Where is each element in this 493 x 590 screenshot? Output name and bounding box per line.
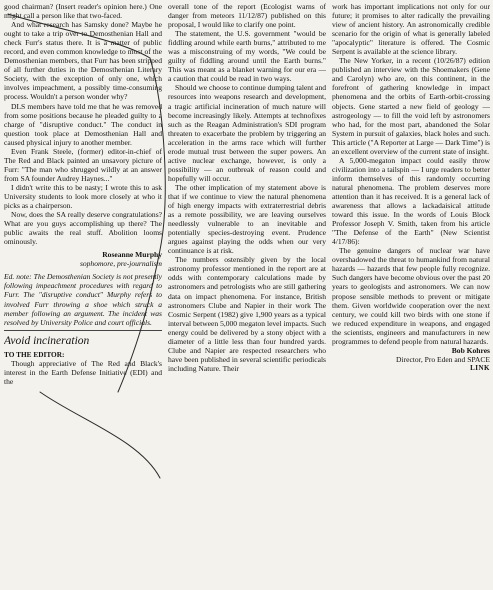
salutation: TO THE EDITOR:	[4, 349, 65, 359]
editor-note: Ed. note: The Demosthenian Society is not presently following impeachment procedures with regard to Furr. The "disruptive conduct" Murphy refers to involved Furr throwing a shoe which struck a member following an argument. The incident was resolved by University Police and court officials.	[4, 272, 162, 330]
newspaper-page	[4, 2, 490, 588]
paragraph: A 5,000-megaton impact could easily throw civilization into a tailspin — I urge readers to better inform themselves of this randomly occurring natural phenomena. The problem deserves more attention than it has received. It is a general lack of awareness that allows a lackadaisical attitude toward this issue. In the words of Louis Block Professor Joseph V. Smith, taken from his article "The Defense of the Earth" (New Scientist 4/17/86):	[332, 155, 490, 247]
paragraph: Should we choose to continue dumping talent and resources into weapons research and development, a tragic artificial incineration of much nature will become increasingly likely. Attempts at technofixes such as the Reagan Administration's SDI program threaten to exacerbate the problem by triggering an acceleration in the arms race which will further erode mutual trust between the super powers. An active nuclear exchange, however, is only a possibility — an outbreak of reason could and hopefully will occur.	[168, 83, 326, 183]
paragraph: good chairman? (Insert reader's opinion here.) One might call a person like that two-faced.	[4, 2, 162, 21]
paragraph: The New Yorker, in a recent (10/26/87) edition published an interview with the Shoemakers (Gene and Carolyn) who are, on this continent, in the forefront of gathering knowledge in impact phenomena and the orbits of Earth-orbit-crossing objects. Gene started a new field of geology — astrogeology — to fill the void left by astronomers who had, for the most part, abandoned the Solar System in pursuit of galaxies, black holes and such. This article ("A Reporter at Large — Dark Time") is an excellent overview of the current state of insight.	[332, 56, 490, 156]
letter-signature	[332, 346, 490, 364]
paragraph: The other implication of my statement above is that if we continue to view the natural phenomena of high energy impacts with extraterrestrial debris as a remote possibility, we are leaving ourselves needlessly vulnerable to an inevitable and potentially species-destroying event. Prudence argues against playing the odds when our very continuance is at risk.	[168, 182, 326, 256]
signature-role: Director, Pro Eden and SPACE	[396, 354, 490, 364]
link-tag: LINK	[470, 363, 490, 372]
paragraph: The numbers ostensibly given by the local astronomy professor mentioned in the report are at odds with contemporary calculations made by astronomers and petrologists who are still gathering data on impact phenomena. For instance, British astronomers Clube and Napier in their work The Cosmic Serpent (1982) give 1,900 years as a typical interval between 5,000 megaton level impacts. Such energy could be delivered by a stony object with a diameter of a little less than four hundred yards. Clube and Napier are respected researchers who have been published in several scientific periodicals including Nature. Their	[168, 255, 326, 373]
signature-role: sophomore, pre-journalism	[79, 259, 162, 269]
paragraph: The statement, the U.S. government "would be fiddling around while earth burns," attributed to me was a misconstruing of my words, "We could be guilty of fiddling around until the Earth burns." This was meant as a blanket warning for our era — a caution that could be read in two ways.	[168, 29, 326, 84]
paragraph: Now, does the SA really deserve congratulations? What are you guys accomplishing up there? The public awaits the real stuff. Abolition looms ominously.	[4, 210, 162, 247]
paragraph: Even Frank Steele, (former) editor-in-chief of The Red and Black painted an unsavory picture of Furr: "The man who shrugged wildly at an answer from SA founder Audrey Haynes..."	[4, 146, 162, 183]
signature-name: Bob Kohres	[451, 345, 490, 355]
signature-name: Roseanne Murphy	[102, 250, 162, 260]
letter-signature	[4, 250, 162, 268]
letter-headline: Avoid incineration	[4, 334, 90, 347]
paragraph: And what research has Samsky done? Maybe he ought to take a trip over to Demosthenian Hall and check Furr's status there. It is a matter of public record, and even common knowledge to most of the Demosthenian members, that Furr has been stripped of all further duties in the Demosthenian Literary Society, with the exception of only one, which involves impeachment, a possibly time-consuming process. Wouldn't a person wonder why?	[4, 20, 162, 102]
paragraph: work has important implications not only for our future; it promises to alter radically the prevailing view of ancient history. An astronomically credible scenario for the origin of what is generally labeled "apocalyptic" literature is offered. The Cosmic Serpent is available at the science library.	[332, 2, 490, 57]
column-1	[4, 2, 162, 588]
paragraph: Though appreciative of The Red and Black's interest in the Earth Defense Initiative (EDI) and the	[4, 358, 162, 386]
paragraph: The genuine dangers of nuclear war have overshadowed the threat to humankind from natural hazards — hazards that few people fully recognize. Such dangers have become obvious over the past 20 years to geologists and astronomers. We can now propose sensible methods to prevent or mitigate them. Given worldwide cooperation over the next century, we could kill two birds with one stone if we reduced expenditure in weapons, and engaged the scientists, engineers and manufacturers in new programmes to defend people from natural hazards.	[332, 246, 490, 346]
column-2	[168, 2, 326, 588]
paragraph: I didn't write this to be nasty; I wrote this to ask University students to look more closely at who it picks as a chairperson.	[4, 182, 162, 211]
paragraph: overall tone of the report (Ecologist warns of danger from meteors 11/12/87) published on this proposal, I would like to clarify one point.	[168, 2, 326, 30]
paragraph: DLS members have told me that he was removed from some positions because he pleaded guilty to a charge of "disruptive conduct." The conduct in question took place at Demosthenian Hall and caused physical injury to another member.	[4, 101, 162, 147]
column-3	[332, 2, 490, 588]
